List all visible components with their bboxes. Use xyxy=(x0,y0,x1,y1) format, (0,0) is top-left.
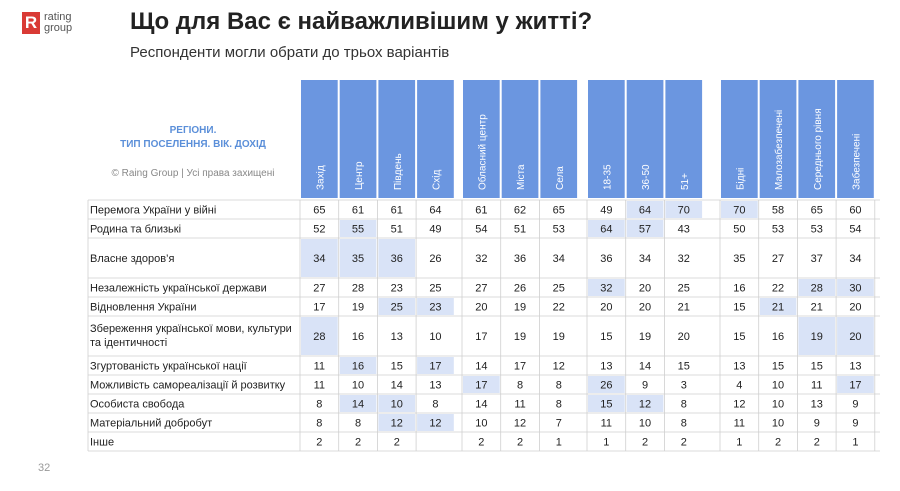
value-cell: 2 xyxy=(478,436,485,449)
value-cell: 15 xyxy=(733,331,746,343)
value-cell: 2 xyxy=(354,436,362,449)
value-cell: 20 xyxy=(677,331,690,343)
value-cell: 2 xyxy=(680,436,687,449)
page-subtitle: Респонденти могли обрати до трьох варіантів xyxy=(130,44,450,61)
value-cell: 1 xyxy=(603,436,610,449)
value-cell: 54 xyxy=(475,223,488,236)
copyright-note: © Raing Group | Усі права захищені xyxy=(111,168,275,179)
value-cell: 28 xyxy=(351,282,365,295)
row-label-line: та ідентичності xyxy=(90,337,168,349)
value-cell: 13 xyxy=(849,360,862,373)
value-cell: 11 xyxy=(514,398,526,411)
corner-line-2: ТИП ПОСЕЛЕННЯ. ВІК. ДОХІД xyxy=(120,139,266,150)
value-cell: 10 xyxy=(390,398,403,411)
value-cell: 17 xyxy=(513,360,527,373)
value-cell: 17 xyxy=(429,360,442,373)
value-cell: 12 xyxy=(390,417,403,430)
value-cell: 2 xyxy=(316,436,323,449)
value-cell: 2 xyxy=(774,436,782,449)
value-cell: 65 xyxy=(313,204,326,217)
value-cell: 8 xyxy=(432,398,439,411)
value-cell: 16 xyxy=(733,282,746,295)
value-cell: 14 xyxy=(638,360,652,373)
value-cell: 14 xyxy=(475,398,488,411)
value-cell: 2 xyxy=(813,436,820,449)
value-cell: 16 xyxy=(351,360,365,373)
value-cell: 25 xyxy=(677,282,690,295)
value-cell: 10 xyxy=(475,417,488,430)
value-cell: 60 xyxy=(849,204,862,217)
column-header-label: Обласний центр xyxy=(477,114,489,190)
value-cell: 19 xyxy=(810,331,823,343)
value-cell: 17 xyxy=(849,379,862,392)
value-cell: 3 xyxy=(680,379,687,392)
value-cell: 36 xyxy=(513,253,527,265)
value-cell: 23 xyxy=(390,282,403,295)
value-cell: 2 xyxy=(641,436,649,449)
value-cell: 9 xyxy=(852,398,859,411)
row-label: Родина та близькі xyxy=(90,223,182,236)
value-cell: 28 xyxy=(313,331,326,343)
value-cell: 8 xyxy=(555,398,562,411)
value-cell: 10 xyxy=(429,331,442,343)
value-cell: 19 xyxy=(351,301,365,314)
value-cell: 10 xyxy=(638,417,652,430)
value-cell: 15 xyxy=(733,301,746,314)
value-cell: 35 xyxy=(733,253,746,265)
value-cell: 20 xyxy=(638,282,652,295)
value-cell: 70 xyxy=(677,204,690,217)
value-cell: 14 xyxy=(390,379,403,392)
value-cell: 13 xyxy=(810,398,823,411)
page-title: Що для Вас є найважливішим у житті? xyxy=(130,8,593,35)
value-cell: 4 xyxy=(736,379,743,392)
value-cell: 26 xyxy=(513,282,527,295)
value-cell: 15 xyxy=(600,331,613,343)
value-cell: 15 xyxy=(771,360,785,373)
row-label: Згуртованість української нації xyxy=(90,360,247,373)
row-label: Інше xyxy=(90,436,115,449)
row-label-line: Збереження української мови, культури xyxy=(90,323,292,335)
value-cell: 51 xyxy=(390,223,403,236)
row-label: Відновлення України xyxy=(90,301,197,314)
value-cell: 26 xyxy=(600,379,613,392)
column-header-label: Міста xyxy=(516,164,528,190)
value-cell: 20 xyxy=(849,301,862,314)
value-cell: 19 xyxy=(513,331,527,343)
value-cell: 43 xyxy=(677,223,690,236)
value-cell: 1 xyxy=(555,436,562,449)
value-cell: 1 xyxy=(736,436,743,449)
value-cell: 64 xyxy=(429,204,442,217)
column-header-label: Центр xyxy=(354,161,366,190)
value-cell: 36 xyxy=(390,253,403,265)
value-cell: 20 xyxy=(638,301,652,314)
value-cell: 17 xyxy=(475,379,488,392)
value-cell: 50 xyxy=(733,223,746,236)
value-cell: 14 xyxy=(475,360,488,373)
value-cell: 10 xyxy=(771,379,785,392)
value-cell: 25 xyxy=(429,282,442,295)
value-cell: 12 xyxy=(552,360,565,373)
column-header-label: Села xyxy=(554,166,566,190)
value-cell: 58 xyxy=(771,204,785,217)
row-label: Незалежність української держави xyxy=(90,282,267,295)
value-cell: 15 xyxy=(677,360,690,373)
value-cell: 20 xyxy=(849,331,862,343)
value-cell: 13 xyxy=(390,331,403,343)
value-cell: 34 xyxy=(638,253,652,265)
value-cell: 8 xyxy=(555,379,562,392)
value-cell: 21 xyxy=(810,301,823,314)
value-cell: 28 xyxy=(810,282,823,295)
column-header-label: 51+ xyxy=(679,173,691,190)
value-cell: 32 xyxy=(677,253,690,265)
value-cell: 13 xyxy=(733,360,746,373)
value-cell: 12 xyxy=(638,398,652,411)
row-label xyxy=(90,323,292,349)
corner-line-1: РЕГІОНИ. xyxy=(169,125,217,136)
value-cell: 49 xyxy=(429,223,442,236)
value-cell: 9 xyxy=(852,417,859,430)
value-cell: 8 xyxy=(316,398,323,411)
value-cell: 51 xyxy=(513,223,527,236)
value-cell: 52 xyxy=(313,223,326,236)
column-header-label: Забезпечені xyxy=(851,133,863,190)
value-cell: 8 xyxy=(680,398,687,411)
value-cell: 37 xyxy=(810,253,823,265)
value-cell: 53 xyxy=(810,223,823,236)
value-cell: 8 xyxy=(680,417,687,430)
column-header-label: Південь xyxy=(392,153,404,190)
value-cell: 9 xyxy=(641,379,649,392)
logo-line-2: group xyxy=(44,22,73,34)
value-cell: 27 xyxy=(771,253,785,265)
value-cell: 20 xyxy=(475,301,488,314)
value-cell: 12 xyxy=(513,417,527,430)
value-cell: 53 xyxy=(771,223,785,236)
column-header-label: 36-50 xyxy=(641,164,653,190)
value-cell: 19 xyxy=(552,331,565,343)
value-cell: 34 xyxy=(552,253,565,265)
value-cell: 8 xyxy=(316,417,323,430)
value-cell: 12 xyxy=(429,417,442,430)
value-cell: 2 xyxy=(393,436,400,449)
value-cell: 34 xyxy=(313,253,326,265)
value-cell: 11 xyxy=(600,417,613,430)
column-header-label: 18-35 xyxy=(602,164,614,190)
value-cell: 27 xyxy=(475,282,488,295)
row-label: Особиста свобода xyxy=(90,398,185,411)
value-cell: 23 xyxy=(429,301,442,314)
value-cell: 61 xyxy=(351,204,365,217)
value-cell: 49 xyxy=(600,204,613,217)
value-cell: 61 xyxy=(390,204,403,217)
column-header-label: Середнього рівня xyxy=(812,108,824,190)
row-label: Матеріальний добробут xyxy=(90,417,213,430)
value-cell: 7 xyxy=(555,417,562,430)
logo-mark-icon: R xyxy=(22,12,40,34)
value-cell: 19 xyxy=(513,301,527,314)
value-cell: 11 xyxy=(313,379,326,392)
value-cell: 32 xyxy=(600,282,613,295)
value-cell: 15 xyxy=(810,360,823,373)
value-cell: 11 xyxy=(313,360,326,373)
column-header-label: Малозабезпечені xyxy=(774,109,786,190)
value-cell: 25 xyxy=(390,301,403,314)
row-label: Перемога України у війні xyxy=(90,204,217,217)
value-cell: 15 xyxy=(390,360,403,373)
value-cell: 61 xyxy=(475,204,488,217)
value-cell: 15 xyxy=(600,398,613,411)
value-cell: 27 xyxy=(313,282,326,295)
value-cell: 54 xyxy=(849,223,862,236)
value-cell: 30 xyxy=(849,282,862,295)
value-cell: 12 xyxy=(733,398,746,411)
value-cell: 55 xyxy=(351,223,365,236)
value-cell: 19 xyxy=(638,331,652,343)
value-cell: 1 xyxy=(852,436,859,449)
value-cell: 10 xyxy=(771,417,785,430)
row-label: Можливість самореалізації й розвитку xyxy=(90,379,286,392)
value-cell: 10 xyxy=(351,379,365,392)
value-cell: 64 xyxy=(638,204,652,217)
value-cell: 20 xyxy=(600,301,613,314)
value-cell: 65 xyxy=(810,204,823,217)
value-cell: 22 xyxy=(552,301,565,314)
value-cell: 17 xyxy=(475,331,488,343)
value-cell: 21 xyxy=(771,301,785,314)
value-cell: 13 xyxy=(600,360,613,373)
column-header-label: Бідні xyxy=(735,167,747,190)
value-cell: 14 xyxy=(351,398,365,411)
row-label: Власне здоров’я xyxy=(90,253,175,265)
value-cell: 64 xyxy=(600,223,613,236)
page-number: 32 xyxy=(38,462,51,474)
value-cell: 53 xyxy=(552,223,565,236)
value-cell: 32 xyxy=(475,253,488,265)
value-cell: 8 xyxy=(354,417,362,430)
value-cell: 2 xyxy=(516,436,524,449)
column-header-label: Схід xyxy=(431,169,443,190)
value-cell: 9 xyxy=(813,417,820,430)
value-cell: 62 xyxy=(513,204,527,217)
value-cell: 10 xyxy=(771,398,785,411)
value-cell: 22 xyxy=(771,282,785,295)
value-cell: 17 xyxy=(313,301,326,314)
value-cell: 26 xyxy=(429,253,442,265)
column-header-label: Захід xyxy=(315,165,327,190)
value-cell: 8 xyxy=(516,379,524,392)
value-cell: 65 xyxy=(552,204,565,217)
value-cell: 70 xyxy=(733,204,746,217)
logo-line-1: rating xyxy=(44,11,72,23)
value-cell: 35 xyxy=(351,253,365,265)
value-cell: 25 xyxy=(552,282,565,295)
value-cell: 16 xyxy=(771,331,785,343)
value-cell: 36 xyxy=(600,253,613,265)
value-cell: 11 xyxy=(811,379,823,392)
value-cell: 16 xyxy=(351,331,365,343)
value-cell: 11 xyxy=(733,417,746,430)
value-cell: 21 xyxy=(677,301,690,314)
value-cell: 57 xyxy=(638,223,652,236)
value-cell: 34 xyxy=(849,253,862,265)
value-cell: 13 xyxy=(429,379,442,392)
